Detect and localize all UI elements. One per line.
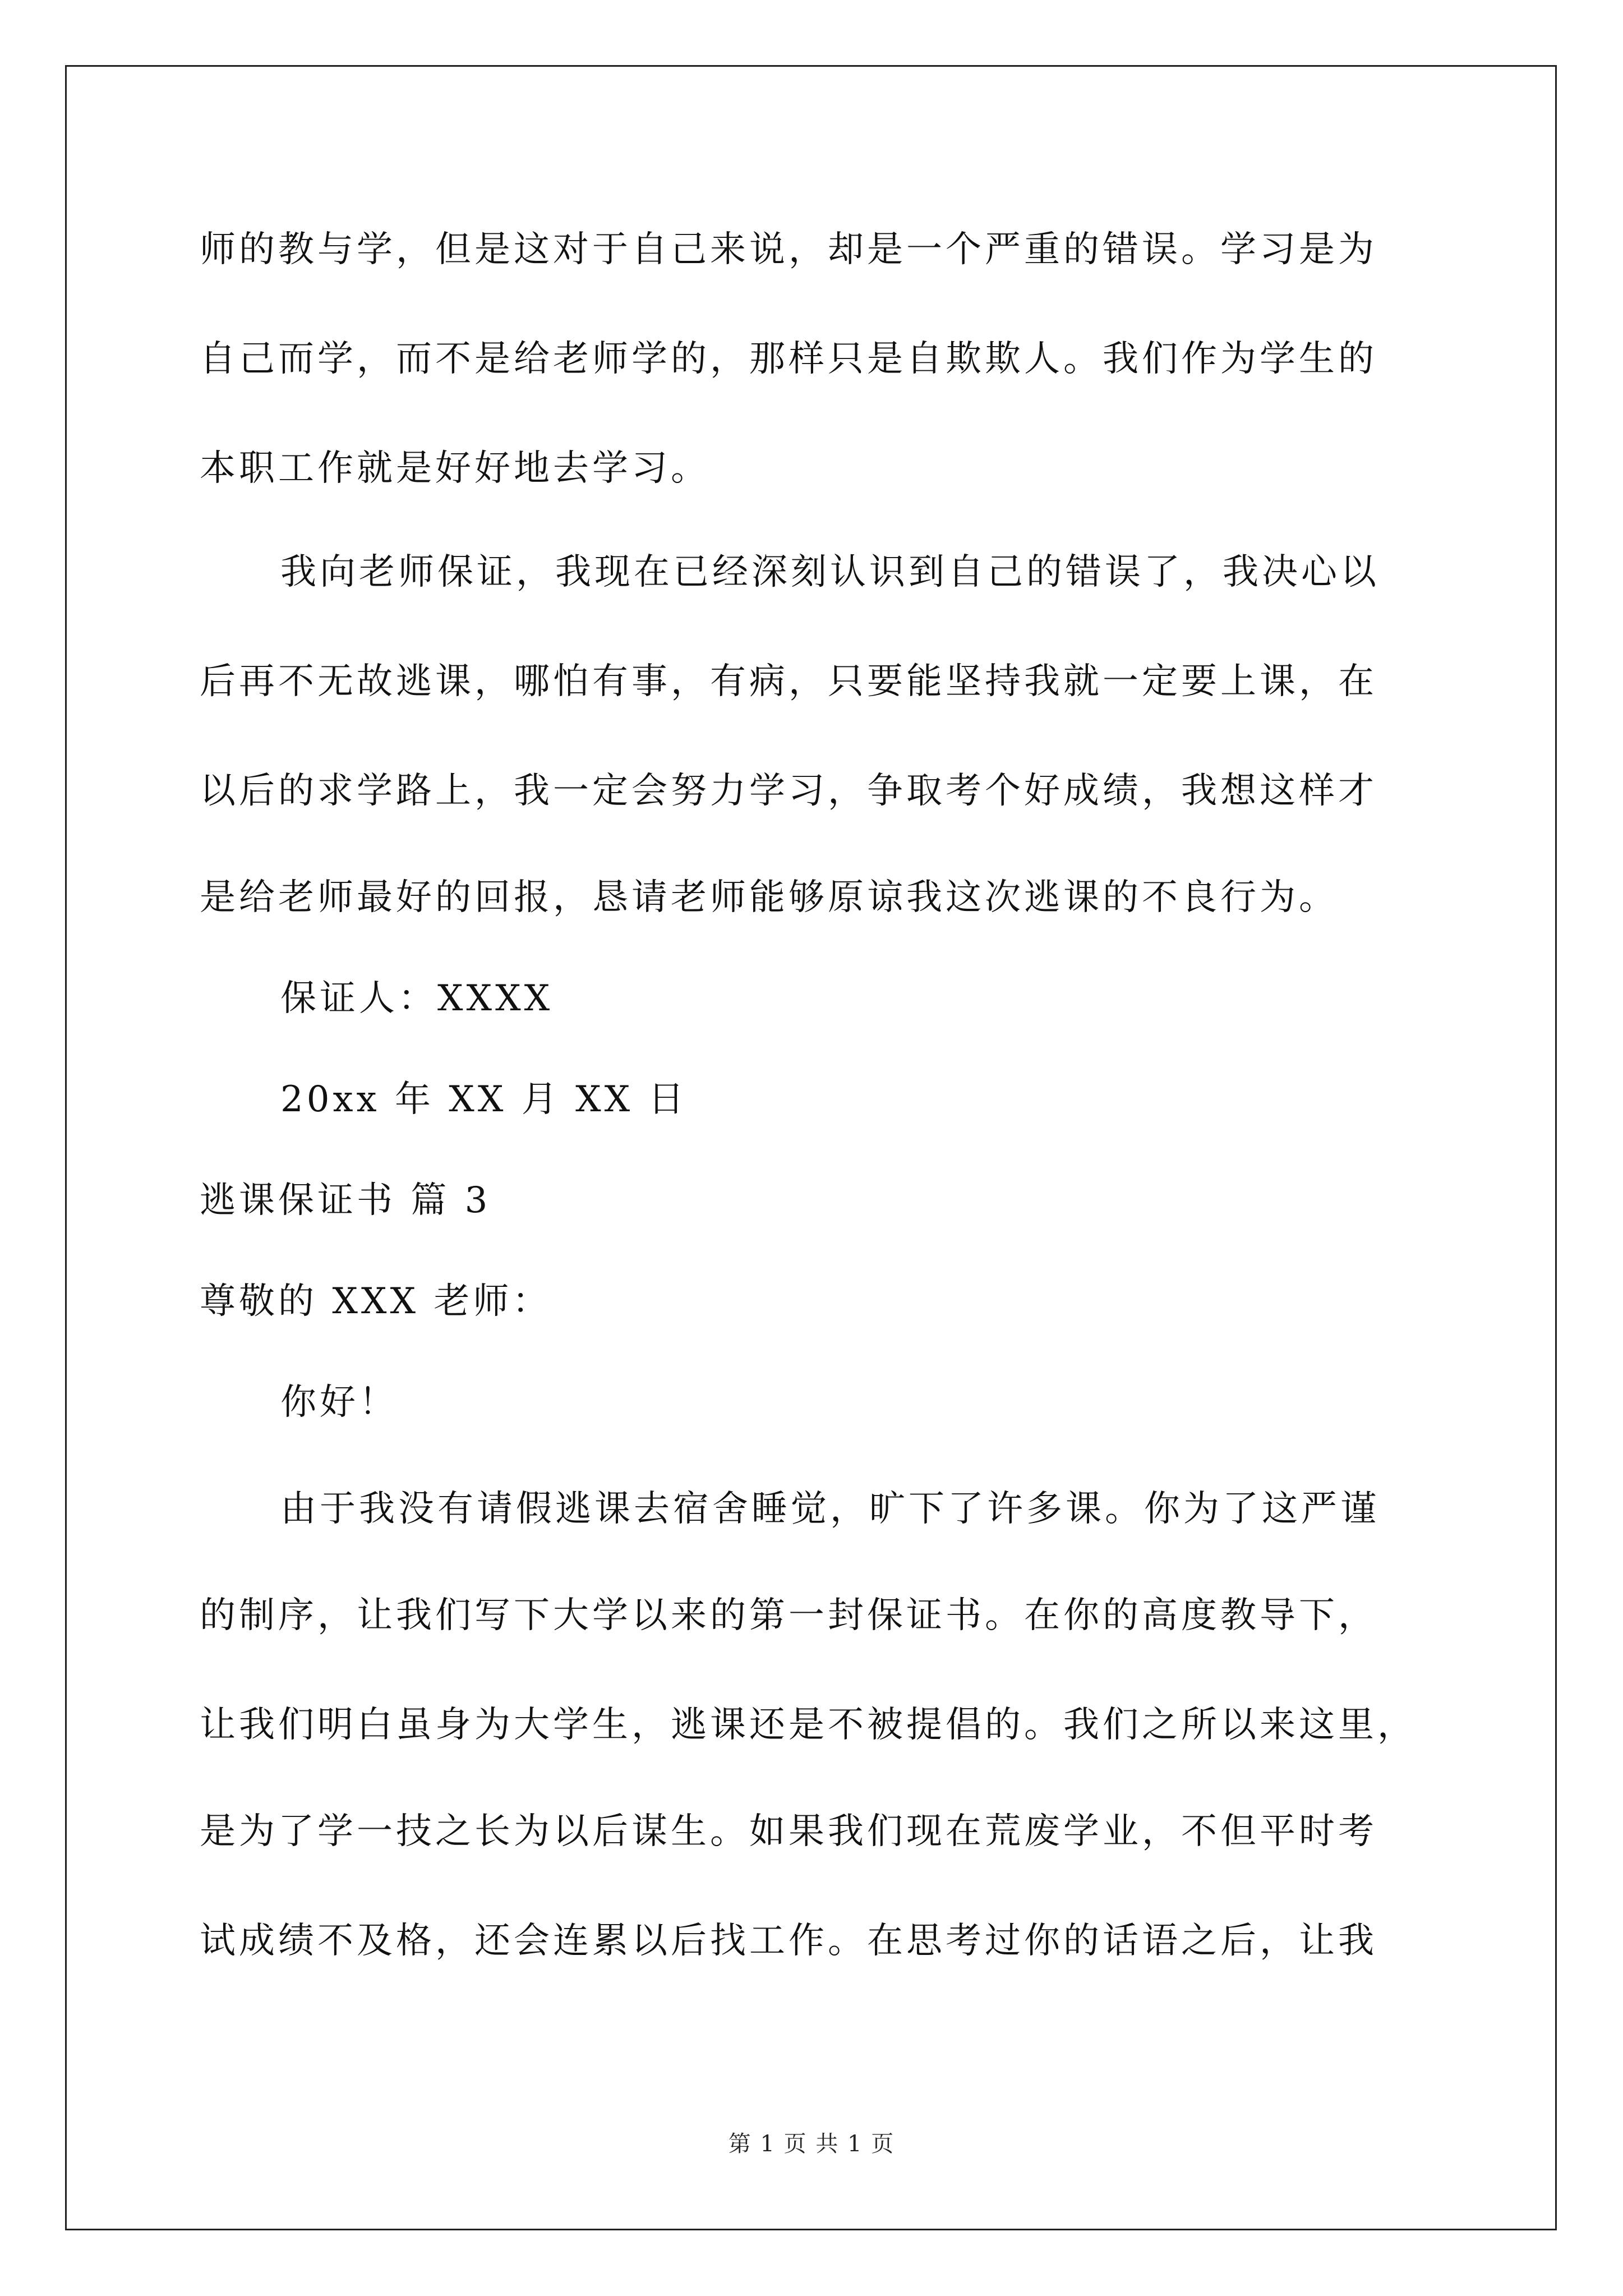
body-line: 试成绩不及格，还会连累以后找工作。在思考过你的话语之后，让我 bbox=[200, 1920, 1377, 1962]
greeting: 你好！ bbox=[280, 1382, 398, 1423]
signer-line: 保证人：XXXX bbox=[280, 978, 554, 1019]
body-line: 是为了学一技之长为以后谋生。如果我们现在荒废学业，不但平时考 bbox=[200, 1811, 1377, 1852]
body-line: 自己而学，而不是给老师学的，那样只是自欺欺人。我们作为学生的 bbox=[200, 338, 1377, 380]
page-number-footer: 第 1 页 共 1 页 bbox=[728, 2131, 895, 2157]
body-line: 的制序，让我们写下大学以来的第一封保证书。在你的高度教导下， bbox=[200, 1595, 1377, 1636]
body-line: 后再不无故逃课，哪怕有事，有病，只要能坚持我就一定要上课，在 bbox=[200, 661, 1377, 702]
body-line: 让我们明白虽身为大学生，逃课还是不被提倡的。我们之所以来这里， bbox=[200, 1704, 1417, 1746]
body-line: 是给老师最好的回报，恳请老师能够原谅我这次逃课的不良行为。 bbox=[200, 877, 1338, 918]
page-border bbox=[65, 65, 1557, 2230]
body-line: 由于我没有请假逃课去宿舍睡觉，旷下了许多课。你为了这严谨 bbox=[280, 1488, 1380, 1530]
body-line: 本职工作就是好好地去学习。 bbox=[200, 448, 710, 489]
body-line: 师的教与学，但是这对于自己来说，却是一个严重的错误。学习是为 bbox=[200, 229, 1377, 270]
date-line: 20xx 年 XX 月 XX 日 bbox=[280, 1079, 688, 1120]
body-line: 以后的求学路上，我一定会努力学习，争取考个好成绩，我想这样才 bbox=[200, 770, 1377, 812]
section-title: 逃课保证书 篇 3 bbox=[200, 1180, 491, 1221]
body-line: 我向老师保证，我现在已经深刻认识到自己的错误了，我决心以 bbox=[280, 551, 1380, 593]
salutation: 尊敬的 XXX 老师： bbox=[200, 1281, 552, 1322]
